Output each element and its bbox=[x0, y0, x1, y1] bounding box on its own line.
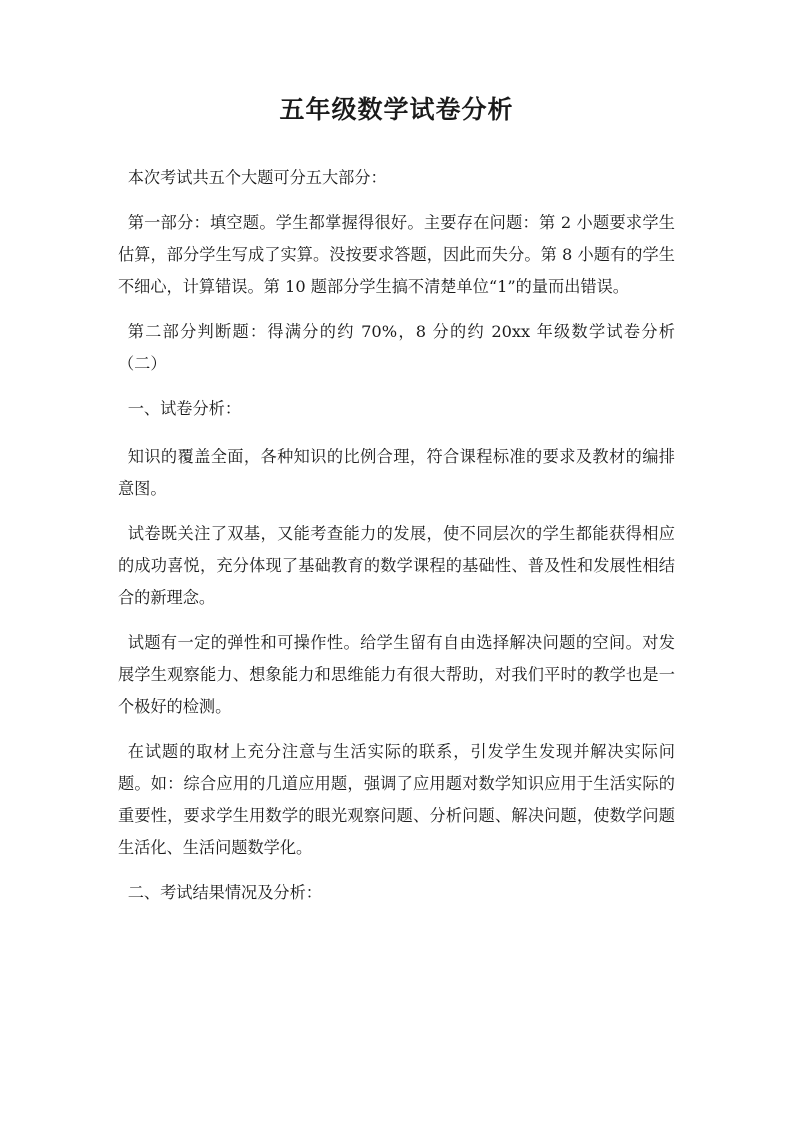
part-one-paragraph: 第一部分：填空题。学生都掌握得很好。主要存在问题：第 2 小题要求学生估算，部分学生写成了实算。没按要求答题，因此而失分。第 8 小题有的学生不细心，计算错误。第 10 题部分学生搞不清楚单位“1”的量而出错误。 bbox=[118, 213, 675, 296]
flexibility-paragraph: 试题有一定的弹性和可操作性。给学生留有自由选择解决问题的空间。对发展学生观察能力、想象能力和思维能力有很大帮助，对我们平时的教学也是一个极好的检测。 bbox=[118, 633, 675, 716]
intro-paragraph: 本次考试共五个大题可分五大部分： bbox=[127, 168, 387, 187]
section-heading-results: 二、考试结果情况及分析： bbox=[127, 883, 322, 902]
section-heading-paper-analysis: 一、试卷分析： bbox=[127, 399, 242, 418]
part-two-paragraph: 第二部分判断题：得满分的约 70%，8 分的约 20xx 年级数学试卷分析（二） bbox=[118, 322, 675, 373]
basics-paragraph: 试卷既关注了双基，又能考查能力的发展，使不同层次的学生都能获得相应的成功喜悦，充分体现了基础教育的数学课程的基础性、普及性和发展性相结合的新理念。 bbox=[118, 524, 675, 607]
document-title: 五年级数学试卷分析 bbox=[279, 95, 514, 124]
real-life-paragraph: 在试题的取材上充分注意与生活实际的联系，引发学生发现并解决实际问题。如：综合应用的几道应用题，强调了应用题对数学知识应用于生活实际的重要性，要求学生用数学的眼光观察问题、分析问题、解决问题，使数学问题生活化、生活问题数学化。 bbox=[118, 742, 675, 857]
coverage-paragraph: 知识的覆盖全面，各种知识的比例合理，符合课程标准的要求及教材的编排意图。 bbox=[118, 447, 675, 498]
